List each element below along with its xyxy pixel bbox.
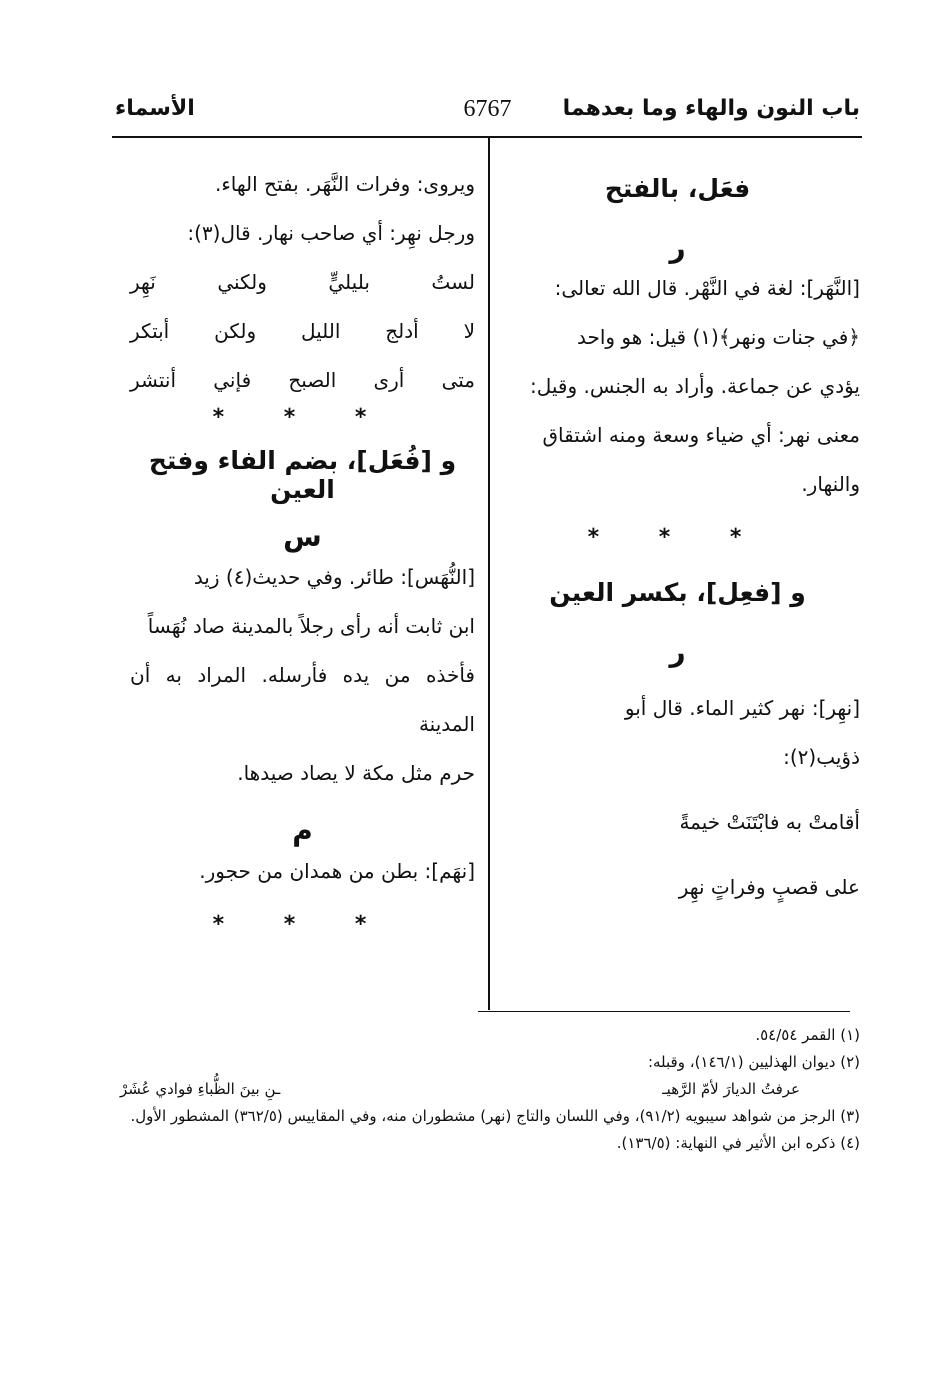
section-separator: * * * <box>587 525 768 550</box>
entry-nuhas-line: [النُّهَس]: طائر. وفي حديث(٤) زيد <box>193 565 475 589</box>
letter-ra: ر <box>669 231 686 264</box>
letter-mim: م <box>292 814 313 847</box>
verse-line: أقامتْ به فابْتَنَتْ خيمةً <box>679 810 860 834</box>
header-rule <box>112 136 862 138</box>
verse-line: متى أرى الصبح فإني أنتشر <box>130 368 475 392</box>
section-title: الأسماء <box>115 96 195 121</box>
verse-line: لستُ بليليٍّ ولكني نَهِر <box>130 270 475 294</box>
entry-nuhas-line: حرم مثل مكة لا يصاد صيدها. <box>237 761 475 785</box>
footnote-verse-hemistich: ـنِ بينَ الظُّباءِ فوادي عُشَرْ <box>120 1080 281 1098</box>
footnote-2-verse <box>120 1076 860 1103</box>
verse-line: لا أدلج الليل ولكن أبتكر <box>130 319 475 343</box>
right-column <box>495 160 860 912</box>
left-column <box>130 160 475 937</box>
chapter-title: باب النون والهاء وما بعدهما <box>562 96 860 121</box>
entry-nahar-line: ﴿في جنات ونهر﴾(١) قيل: هو واحد <box>576 325 860 349</box>
entry-nahar-line: [النَّهَر]: لغة في النَّهْر. قال الله تعالى: <box>554 276 860 300</box>
footnotes <box>120 1022 860 1157</box>
entry-nahir-line: ذؤيب(٢): <box>783 745 860 769</box>
section-separator: * * * <box>212 405 393 430</box>
entry-naham: [نهَم]: بطن من همدان من حجور. <box>199 859 475 883</box>
heading-fu3al: و [فُعَل]، بضم الفاء وفتح العين <box>148 446 457 504</box>
footnote-verse-hemistich: عرفتُ الديارَ لأمّ الرَّهيـ <box>662 1080 800 1098</box>
letter-sin: س <box>283 520 322 553</box>
entry-nuhas-line: فأخذه من يده فأرسله. المراد به أن المدينة <box>130 663 475 736</box>
footnote-rule <box>478 1011 850 1012</box>
entry-nahar-line: يؤدي عن جماعة. وأراد به الجنس. وقيل: <box>529 374 860 398</box>
letter-ra-2: ر <box>669 635 686 668</box>
entry-nuhas-line: ابن ثابت أنه رأى رجلاً بالمدينة صاد نُهَساً <box>147 614 475 638</box>
heading-fa3il: و [فعِل]، بكسر العين <box>549 578 806 607</box>
footnote-3: (٣) الرجز من شواهد سيبويه (٩١/٢)، وفي اللسان والتاج (نهر) مشطوران منه، وفي المقاييس (٣٦٢/٥) المشطور الأول. <box>130 1107 860 1125</box>
footnote-4: (٤) ذكره ابن الأثير في النهاية: (١٣٦/٥). <box>616 1134 860 1152</box>
footnote-2: (٢) ديوان الهذليين (١٤٦/١)، وقبله: <box>647 1053 860 1071</box>
entry-nahar-line: معنى نهر: أي ضياء وسعة ومنه اشتقاق <box>542 423 860 447</box>
heading-fa3al: فعَل، بالفتح <box>604 174 751 203</box>
page-number: 6767 <box>463 96 512 122</box>
footnote-1: (١) القمر ٥٤/٥٤. <box>755 1026 860 1044</box>
entry-line: ويروى: وفرات النَّهَر. بفتح الهاء. <box>214 172 475 196</box>
page-header <box>115 92 860 132</box>
entry-line: ورجل نهِر: أي صاحب نهار. قال(٣): <box>187 221 475 245</box>
section-separator: * * * <box>212 912 393 937</box>
entry-nahir-line: [نهِر]: نهر كثير الماء. قال أبو <box>624 696 860 720</box>
column-divider <box>488 137 490 1010</box>
entry-nahar-line: والنهار. <box>801 472 860 496</box>
verse-line: على قصبٍ وفراتٍ نهِر <box>678 875 860 899</box>
